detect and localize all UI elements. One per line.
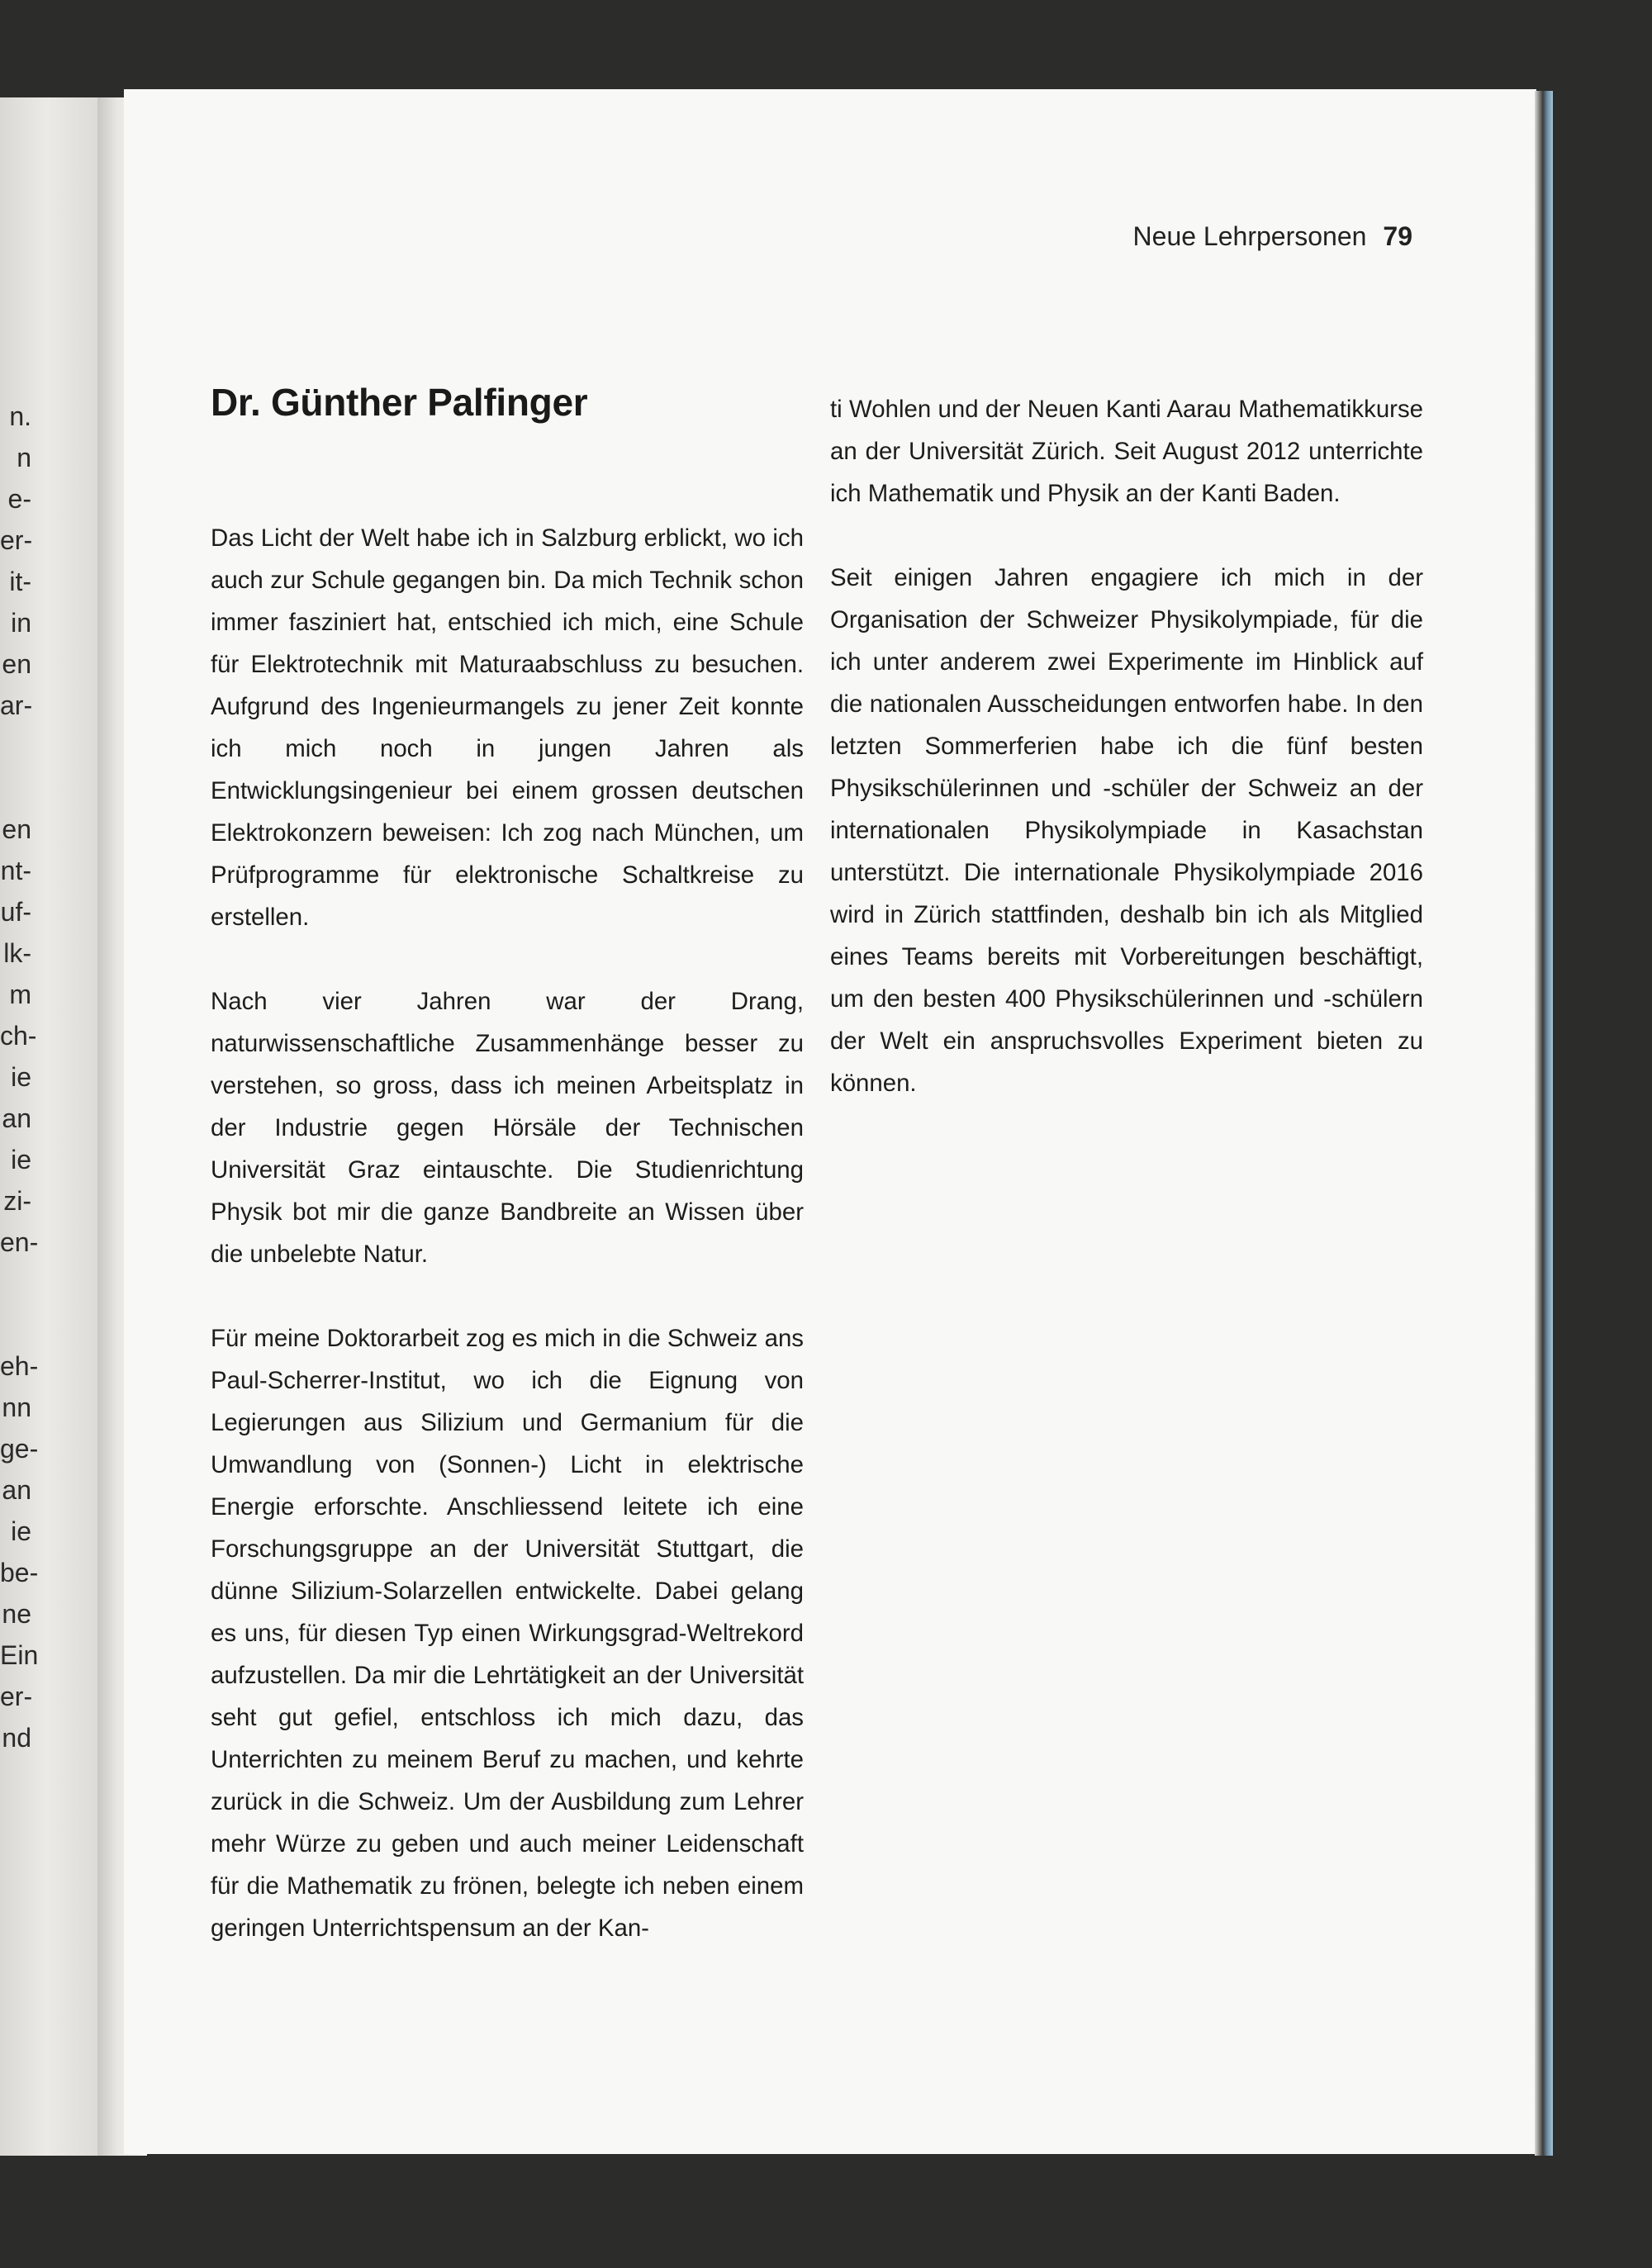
page-edge: [1535, 91, 1553, 2156]
left-page-fragment: lk-: [3, 938, 31, 968]
left-page-fragment: m: [9, 980, 31, 1009]
running-head: [1099, 221, 1412, 256]
left-page-fragment: nt-: [0, 856, 31, 885]
left-page-fragment: it-: [9, 567, 31, 596]
left-page-fragment: ne: [2, 1599, 31, 1629]
left-page-fragment: en: [2, 814, 31, 844]
left-page-fragment: ie: [11, 1516, 31, 1546]
left-page-fragment: nd: [2, 1723, 31, 1753]
article-heading: Dr. Günther Palfinger: [211, 381, 588, 424]
left-page-fragment: er-: [0, 1682, 33, 1711]
left-page-fragment: ch-: [0, 1021, 37, 1051]
left-page-fragment: en: [2, 649, 31, 679]
left-page-fragment: eh-: [0, 1351, 39, 1381]
paragraph: Für meine Doktorarbeit zog es mich in die Schweiz ans Paul-Scherrer-Institut, wo ich die Eignung von Legierungen aus Silizium und Germanium für die Umwandlung von (Sonnen-) Licht in elektrische Energie erforschte. Anschliessend leitete ich eine Forschungsgruppe an der Universität Stuttgart, die dünne Silizium-Solarzellen entwickelte. Dabei gelang es uns, für diesen Typ einen Wirkungsgrad-Weltrekord aufzustellen. Da mir die Lehrtätigkeit an der Universität seht gut gefiel, entschloss ich mich dazu, das Unterrichten zu meinem Beruf zu machen, und kehrte zurück in die Schweiz. Um der Ausbildung zum Lehrer mehr Würze zu geben und auch meiner Leidenschaft für die Mathematik zu frönen, belegte ich neben einem geringen Unterrichtspensum an der Kan-: [211, 1325, 804, 1942]
left-page-fragment: an: [2, 1475, 31, 1505]
left-page-fragment: Ein: [0, 1640, 39, 1670]
left-page-fragment: in: [11, 608, 31, 638]
left-page-fragment: e-: [7, 484, 31, 514]
paragraph: Seit einigen Jahren engagiere ich mich in der Organisation der Schweizer Physikolympiade, für die ich unter anderem zwei Experimente im Hinblick auf die nationalen Ausscheidungen entworfen habe. In den letzten Sommerferien habe ich die fünf besten Physikschülerinnen und -schüler der Schweiz an der internationalen Physikolympiade in Kasachstan unterstützt. Die internationale Physikolympiade 2016 wird in Zürich stattfinden, deshalb bin ich als Mitglied eines Teams bereits mit Vorbereitungen beschäftigt, um den besten 400 Physikschülerinnen und -schülern der Welt ein anspruchsvolles Experiment bieten zu können.: [830, 564, 1423, 1097]
paragraph: Nach vier Jahren war der Drang, naturwissenschaftliche Zusammenhänge besser zu verstehen, so gross, dass ich meinen Arbeitsplatz in der Industrie gegen Hörsäle der Technischen Universität Graz eintauschte. Die Studienrichtung Physik bot mir die ganze Bandbreite an Wissen über die unbelebte Natur.: [211, 988, 804, 1268]
text-column-right: [830, 388, 1423, 1104]
left-page-fragment: uf-: [0, 897, 31, 927]
left-page-fragment: be-: [0, 1558, 39, 1587]
left-page-fragment: n.: [9, 401, 31, 431]
left-page-fragment: n: [17, 443, 31, 472]
page-number: 79: [1383, 221, 1412, 251]
left-page-fragment: ar-: [0, 690, 33, 720]
left-page-fragment: ie: [11, 1145, 31, 1174]
text-column-left: [211, 517, 804, 1949]
left-page-fragment: ie: [11, 1062, 31, 1092]
left-page-fragment: an: [2, 1103, 31, 1133]
left-page-fragment: nn: [2, 1393, 31, 1422]
left-page-fragment: zi-: [3, 1186, 31, 1216]
paragraph: ti Wohlen und der Neuen Kanti Aarau Mathematikkurse an der Universität Zürich. Seit August 2012 unterrichte ich Mathematik und Physik an der Kanti Baden.: [830, 396, 1423, 507]
left-page-fragment: er-: [0, 525, 33, 555]
left-page-fragment: en-: [0, 1227, 39, 1257]
paragraph: Das Licht der Welt habe ich in Salzburg erblickt, wo ich auch zur Schule gegangen bin. Da mich Technik schon immer fasziniert hat, entschied ich mich, eine Schule für Elektrotechnik mit Maturaabschluss zu besuchen. Aufgrund des Ingenieurmangels zu jener Zeit konnte ich mich noch in jungen Jahren als Entwicklungsingenieur bei einem grossen deutschen Elektrokonzern beweisen: Ich zog nach München, um Prüfprogramme für elektronische Schaltkreise zu erstellen.: [211, 524, 804, 931]
running-head-title: Neue Lehrpersonen: [1132, 221, 1367, 251]
left-page-fragment: ge-: [0, 1434, 39, 1464]
